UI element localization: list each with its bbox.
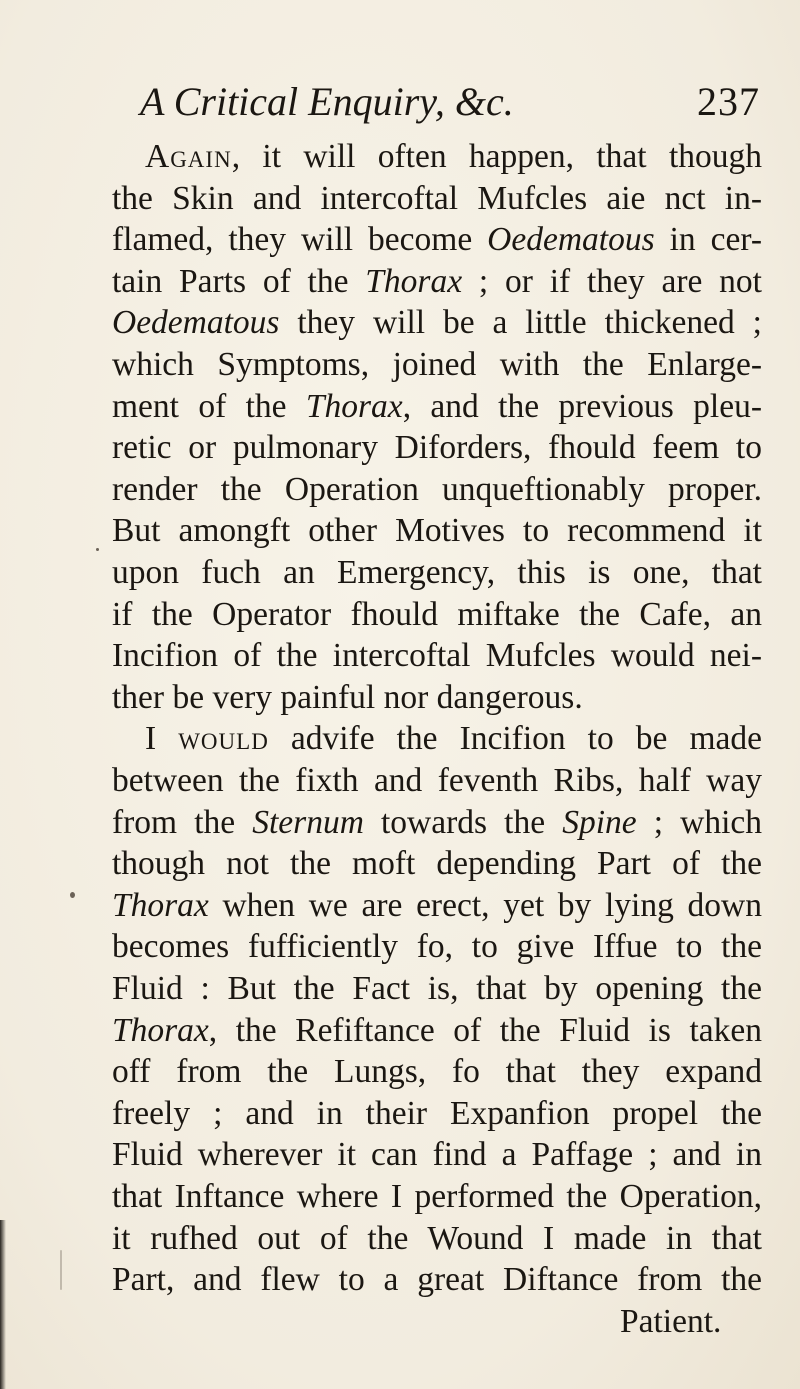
text-line bbox=[112, 594, 762, 636]
text-run: , and the previous pleu- bbox=[402, 387, 762, 425]
italic-word: Thorax bbox=[365, 262, 463, 300]
text-run: I bbox=[145, 720, 179, 758]
text-run: becomes fufficiently fo, to give Iffue to the bbox=[112, 928, 762, 966]
text-run: freely ; and in their Expanfion propel the bbox=[112, 1094, 762, 1132]
page-header bbox=[140, 72, 760, 132]
text-run: Incifion of the intercoftal Mufcles would nei- bbox=[112, 637, 762, 675]
italic-word: Oedematous bbox=[112, 304, 280, 342]
text-line bbox=[112, 302, 762, 344]
text-run: But amongft other Motives to recommend it bbox=[112, 512, 762, 550]
text-run: flamed, they will become bbox=[112, 221, 488, 259]
small-caps-word: would bbox=[178, 720, 269, 758]
italic-word: Spine bbox=[562, 803, 637, 841]
text-run: retic or pulmonary Diforders, fhould feem to bbox=[112, 429, 762, 467]
text-run: ; or if they are not bbox=[462, 262, 762, 300]
italic-word: Thorax bbox=[112, 1011, 209, 1049]
text-run: Fluid wherever it can find a Paffage ; and in bbox=[112, 1136, 762, 1174]
text-line bbox=[112, 1010, 762, 1052]
text-line bbox=[112, 1218, 762, 1260]
text-line bbox=[112, 219, 762, 261]
text-line bbox=[112, 1176, 762, 1218]
text-run: Fluid : But the Fact is, that by opening the bbox=[112, 970, 762, 1007]
italic-word: Thorax bbox=[112, 886, 209, 924]
text-run: when we are erect, yet by lying down bbox=[208, 886, 762, 924]
text-line bbox=[145, 718, 762, 760]
text-line bbox=[112, 1093, 762, 1135]
paper-speck bbox=[96, 548, 99, 551]
text-line bbox=[112, 677, 583, 719]
text-run: , it will often happen, that though bbox=[231, 138, 762, 175]
text-line bbox=[112, 510, 762, 552]
text-run: Part, and flew to a great Diftance from the bbox=[112, 1261, 762, 1299]
text-line bbox=[112, 926, 762, 968]
text-line bbox=[112, 760, 762, 802]
text-run: ther be very painful nor dangerous. bbox=[112, 678, 583, 716]
text-line bbox=[145, 136, 762, 178]
text-line bbox=[112, 469, 762, 511]
text-run: ; which bbox=[636, 803, 762, 841]
text-line bbox=[112, 552, 762, 594]
text-line bbox=[620, 1301, 721, 1343]
text-line bbox=[112, 1051, 762, 1093]
text-run: it rufhed out of the Wound I made in that bbox=[112, 1219, 762, 1257]
text-run: towards the bbox=[363, 803, 563, 841]
text-run: ment of the bbox=[112, 387, 306, 425]
text-run: from the bbox=[112, 803, 253, 841]
italic-word: Oedematous bbox=[487, 221, 655, 259]
running-title: A Critical Enquiry, &c. bbox=[140, 79, 514, 124]
page-number: 237 bbox=[697, 79, 760, 124]
italic-word: Thorax bbox=[305, 387, 403, 425]
page-edge-shadow bbox=[0, 1220, 6, 1389]
text-run: off from the Lungs, fo that they expand bbox=[112, 1053, 762, 1091]
text-line bbox=[112, 386, 762, 428]
paper-mark bbox=[60, 1250, 62, 1290]
text-line bbox=[112, 968, 762, 1010]
text-run: the Skin and intercoftal Mufcles aie nct in- bbox=[112, 179, 762, 217]
text-line bbox=[112, 261, 762, 303]
text-run: they will be a little thickened ; bbox=[279, 304, 762, 342]
small-caps-word: Again bbox=[145, 138, 232, 175]
text-line bbox=[112, 843, 762, 885]
text-run: that Inftance where I performed the Operation, bbox=[112, 1178, 762, 1215]
text-run: Patient. bbox=[620, 1302, 722, 1340]
text-line bbox=[112, 178, 762, 220]
text-line bbox=[112, 885, 762, 927]
text-run: though not the moft depending Part of the bbox=[112, 845, 762, 883]
paper-speck bbox=[70, 892, 75, 898]
text-line bbox=[112, 635, 762, 677]
text-line bbox=[112, 1259, 762, 1301]
text-run: advife the Incifion to be made bbox=[268, 720, 763, 758]
text-line bbox=[112, 344, 762, 386]
italic-word: Sternum bbox=[252, 803, 364, 841]
text-line bbox=[112, 802, 762, 844]
text-run: if the Operator fhould miftake the Cafe, an bbox=[112, 595, 762, 633]
text-run: which Symptoms, joined with the Enlarge- bbox=[112, 346, 762, 383]
text-run: render the Operation unqueftionably proper. bbox=[112, 470, 762, 508]
text-run: in cer- bbox=[654, 221, 762, 259]
text-run: tain Parts of the bbox=[112, 262, 366, 300]
text-run: , the Refiftance of the Fluid is taken bbox=[208, 1011, 762, 1049]
text-run: upon fuch an Emergency, this is one, that bbox=[112, 554, 762, 591]
text-run: between the fixth and feventh Ribs, half way bbox=[112, 762, 762, 799]
text-line bbox=[112, 427, 762, 469]
text-line bbox=[112, 1134, 762, 1176]
